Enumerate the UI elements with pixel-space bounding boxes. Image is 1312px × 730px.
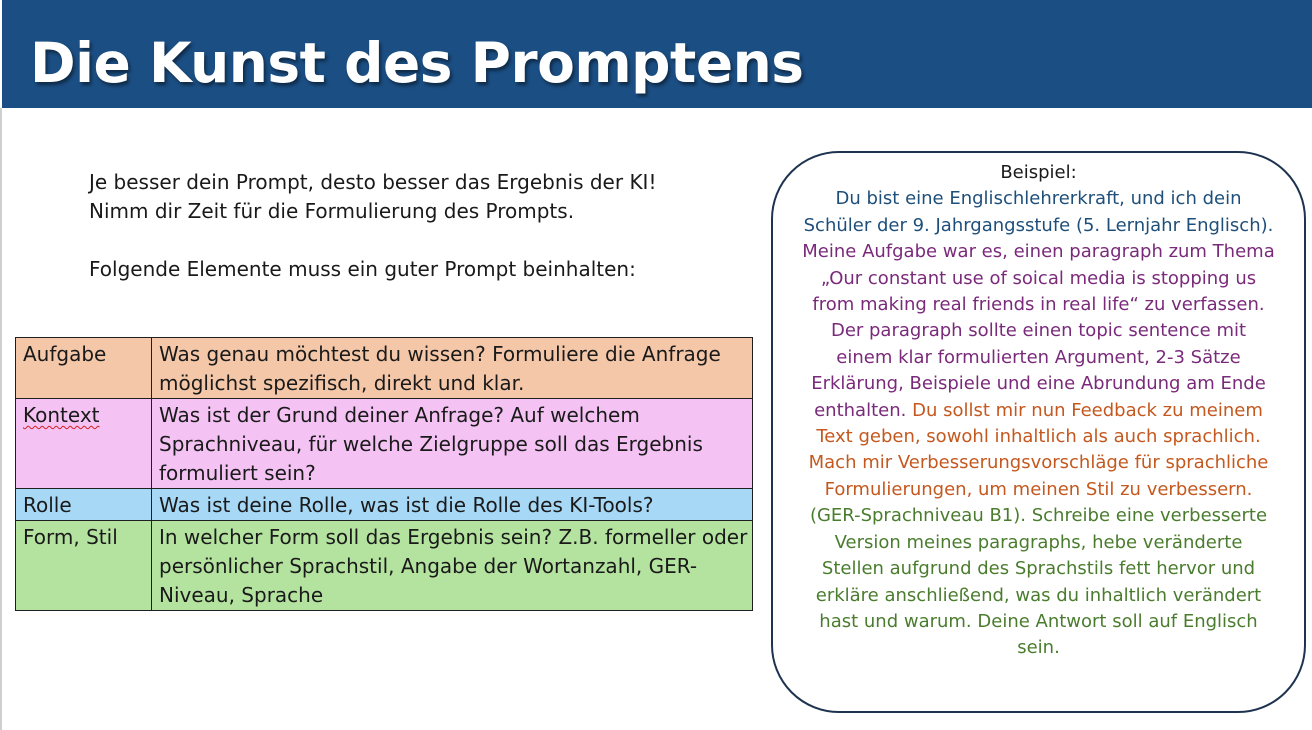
example-task-text: Meine Aufgabe war es, einen paragraph zum Thema „Our constant use of soical media is stopping us from making real friends in real life“ zu verfassen. Der paragraph sollte einen topic sentence mit einem klar formulierten Argument, 2-3 Sätze Erklärung, Beispiele und eine Abrundung am Ende enthalten. — [802, 241, 1275, 421]
element-key-rolle: Rolle — [16, 489, 152, 521]
element-desc-form-stil: In welcher Form soll das Ergebnis sein? Z.B. formeller oder persönlicher Sprachstil, Angabe der Wortanzahl, GER-Niveau, Sprache — [152, 521, 753, 611]
slide-left-border — [0, 108, 2, 730]
element-desc-kontext: Was ist der Grund deiner Anfrage? Auf welchem Sprachniveau, für welche Zielgruppe soll das Ergebnis formuliert sein? — [152, 399, 753, 489]
element-key-form-stil: Form, Stil — [16, 521, 152, 611]
example-context-text: Du sollst mir nun Feedback zu meinem Text geben, sowohl inhaltlich als auch sprachlich. Mach mir Verbesserungsvorschläge für sprachliche Formulierungen, um meinen Stil zu verbessern. — [808, 399, 1269, 500]
table-row — [16, 521, 753, 611]
table-row — [16, 489, 753, 521]
intro-line-1: Je besser dein Prompt, desto besser das Ergebnis der KI! — [89, 170, 657, 194]
title-bar — [2, 0, 1312, 108]
prompt-elements-table — [15, 337, 753, 611]
table-row — [16, 399, 753, 489]
element-key-kontext — [16, 399, 152, 489]
element-desc-rolle: Was ist deine Rolle, was ist die Rolle des KI-Tools? — [152, 489, 753, 521]
element-key-aufgabe: Aufgabe — [16, 338, 152, 399]
slide-title: Die Kunst des Promptens — [30, 31, 804, 95]
element-desc-aufgabe: Was genau möchtest du wissen? Formuliere die Anfrage möglichst spezifisch, direkt und klar. — [152, 338, 753, 399]
example-box — [771, 151, 1306, 713]
example-heading: Beispiel: — [1000, 162, 1077, 183]
intro-spacer — [89, 226, 656, 255]
intro-text — [89, 168, 656, 284]
intro-line-2: Nimm dir Zeit für die Formulierung des Prompts. — [89, 199, 575, 223]
example-role-text: Du bist eine Englischlehrerkraft, und ich dein Schüler der 9. Jahrgangsstufe (5. Lernjahr Englisch). — [803, 188, 1274, 236]
intro-line-3: Folgende Elemente muss ein guter Prompt beinhalten: — [89, 257, 636, 281]
table-row — [16, 338, 753, 399]
example-form-text: (GER-Sprachniveau B1). Schreibe eine verbesserte Version meines paragraphs, hebe veränderte Stellen aufgrund des Sprachstils fett hervor und erkläre anschließend, was du inhaltlich verändert hast und warum. Deine Antwort soll auf Englisch sein. — [809, 505, 1268, 659]
element-key-kontext-label: Kontext — [23, 403, 100, 427]
